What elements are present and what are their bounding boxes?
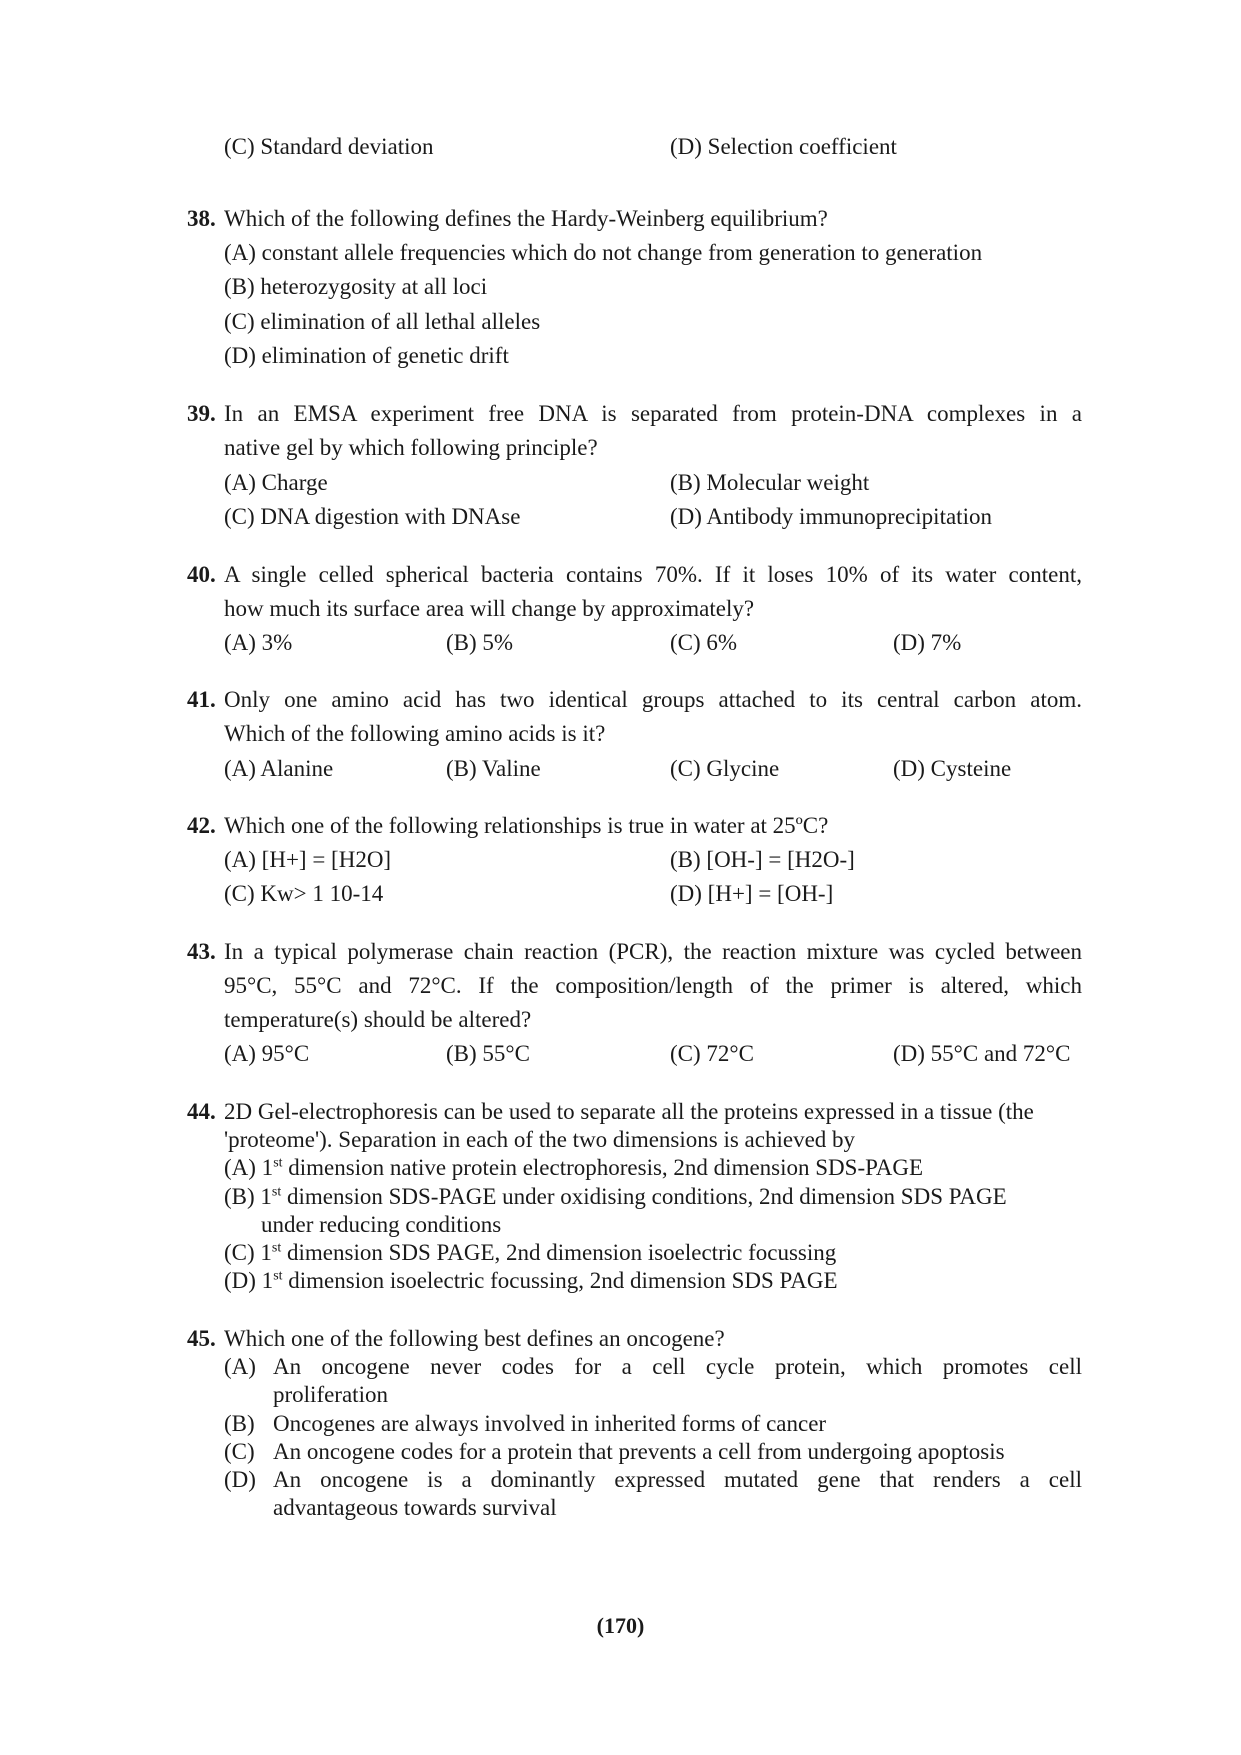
q42-option-a: (A) [H+] = [H2O] [224, 847, 392, 872]
q38-text: Which of the following defines the Hardy-Weinberg equilibrium? [224, 206, 828, 231]
q44-option-a-text: dimension native protein electrophoresis, 2nd dimension SDS-PAGE [282, 1155, 924, 1180]
superscript-st: st [271, 1240, 282, 1256]
q44-option-d-text: dimension isoelectric focussing, 2nd dimension SDS PAGE [282, 1268, 838, 1293]
superscript-st: st [273, 1268, 283, 1284]
superscript-st: st [271, 1184, 282, 1200]
prev-option-d: (D) Selection coefficient [670, 134, 897, 159]
q38-option-b: (B) heterozygosity at all loci [224, 274, 488, 299]
q43-option-a: (A) 95°C [224, 1041, 310, 1066]
q39-number: 39. [187, 401, 216, 426]
q43-text-line1: In a typical polymerase chain reaction (PCR), the reaction mixture was cycled between [224, 939, 1082, 964]
q44-text-line1: 2D Gel-electrophoresis can be used to separate all the proteins expressed in a tissue (the [224, 1099, 1034, 1124]
q44-option-a [224, 1154, 923, 1182]
q40-option-b: (B) 5% [446, 630, 514, 655]
q40-option-a: (A) 3% [224, 630, 293, 655]
q41-option-d: (D) Cysteine [893, 756, 1012, 781]
q45-option-d-label: (D) [224, 1467, 256, 1492]
q43-number: 43. [187, 939, 216, 964]
q43-option-b: (B) 55°C [446, 1041, 530, 1066]
q40-option-d: (D) 7% [893, 630, 962, 655]
q45-option-d-line1: An oncogene is a dominantly expressed mutated gene that renders a cell [273, 1467, 1082, 1492]
q44-option-c-label: (C) 1 [224, 1240, 272, 1265]
q41-text-line1: Only one amino acid has two identical groups attached to its central carbon atom. [224, 687, 1082, 712]
q45-option-b-text: Oncogenes are always involved in inherited forms of cancer [273, 1411, 827, 1436]
q45-option-a-label: (A) [224, 1354, 256, 1379]
q42-option-c: (C) Kw> 1 10-14 [224, 881, 384, 906]
q44-option-a-label: (A) 1 [224, 1155, 274, 1180]
q41-text-line2: Which of the following amino acids is it? [224, 721, 606, 746]
q45-option-c-label: (C) [224, 1439, 255, 1464]
q39-text-line2: native gel by which following principle? [224, 435, 598, 460]
q41-number: 41. [187, 687, 216, 712]
page-number: (170) [596, 1613, 645, 1638]
q45-option-a-line2: proliferation [273, 1382, 388, 1407]
q39-option-b: (B) Molecular weight [670, 470, 870, 495]
q44-option-b [224, 1183, 1007, 1211]
q44-option-c-text: dimension SDS PAGE, 2nd dimension isoelectric focussing [281, 1240, 837, 1265]
q45-option-b-label: (B) [224, 1411, 255, 1436]
q40-text-line2: how much its surface area will change by approximately? [224, 596, 755, 621]
q39-option-a: (A) Charge [224, 470, 328, 495]
q41-option-b: (B) Valine [446, 756, 541, 781]
q38-number: 38. [187, 206, 216, 231]
q43-text-line3: temperature(s) should be altered? [224, 1007, 532, 1032]
q38-option-d: (D) elimination of genetic drift [224, 343, 509, 368]
q41-option-c: (C) Glycine [670, 756, 780, 781]
q39-text-line1: In an EMSA experiment free DNA is separated from protein-DNA complexes in a [224, 401, 1082, 426]
q44-option-d-label: (D) 1 [224, 1268, 274, 1293]
q39-option-c: (C) DNA digestion with DNAse [224, 504, 521, 529]
q45-option-c-text: An oncogene codes for a protein that prevents a cell from undergoing apoptosis [273, 1439, 1005, 1464]
q44-option-d [224, 1267, 838, 1295]
q39-option-d: (D) Antibody immunoprecipitation [670, 504, 992, 529]
q43-option-c: (C) 72°C [670, 1041, 754, 1066]
q45-text: Which one of the following best defines an oncogene? [224, 1326, 725, 1351]
q43-option-d: (D) 55°C and 72°C [893, 1041, 1071, 1066]
q45-option-d-line2: advantageous towards survival [273, 1495, 557, 1520]
q44-option-b-text: dimension SDS-PAGE under oxidising conditions, 2nd dimension SDS PAGE [281, 1184, 1007, 1209]
q38-option-c: (C) elimination of all lethal alleles [224, 309, 541, 334]
q42-option-b: (B) [OH-] = [H2O-] [670, 847, 855, 872]
q44-option-c [224, 1239, 836, 1267]
q40-option-c: (C) 6% [670, 630, 738, 655]
q45-number: 45. [187, 1326, 216, 1351]
q45-option-a-line1: An oncogene never codes for a cell cycle protein, which promotes cell [273, 1354, 1082, 1379]
q41-option-a: (A) Alanine [224, 756, 334, 781]
superscript-st: st [273, 1155, 283, 1171]
q42-option-d: (D) [H+] = [OH-] [670, 881, 834, 906]
q38-option-a: (A) constant allele frequencies which do not change from generation to generation [224, 240, 983, 265]
q42-number: 42. [187, 813, 216, 838]
q44-number: 44. [187, 1099, 216, 1124]
q42-text: Which one of the following relationships is true in water at 25ºC? [224, 813, 829, 838]
q40-text-line1: A single celled spherical bacteria contains 70%. If it loses 10% of its water content, [224, 562, 1082, 587]
q44-option-b-label: (B) 1 [224, 1184, 272, 1209]
q40-number: 40. [187, 562, 216, 587]
q44-option-b-continuation: under reducing conditions [261, 1212, 502, 1237]
q43-text-line2: 95°C, 55°C and 72°C. If the composition/length of the primer is altered, which [224, 973, 1082, 998]
prev-option-c: (C) Standard deviation [224, 134, 434, 159]
q44-text-line2: 'proteome'). Separation in each of the two dimensions is achieved by [224, 1127, 856, 1152]
